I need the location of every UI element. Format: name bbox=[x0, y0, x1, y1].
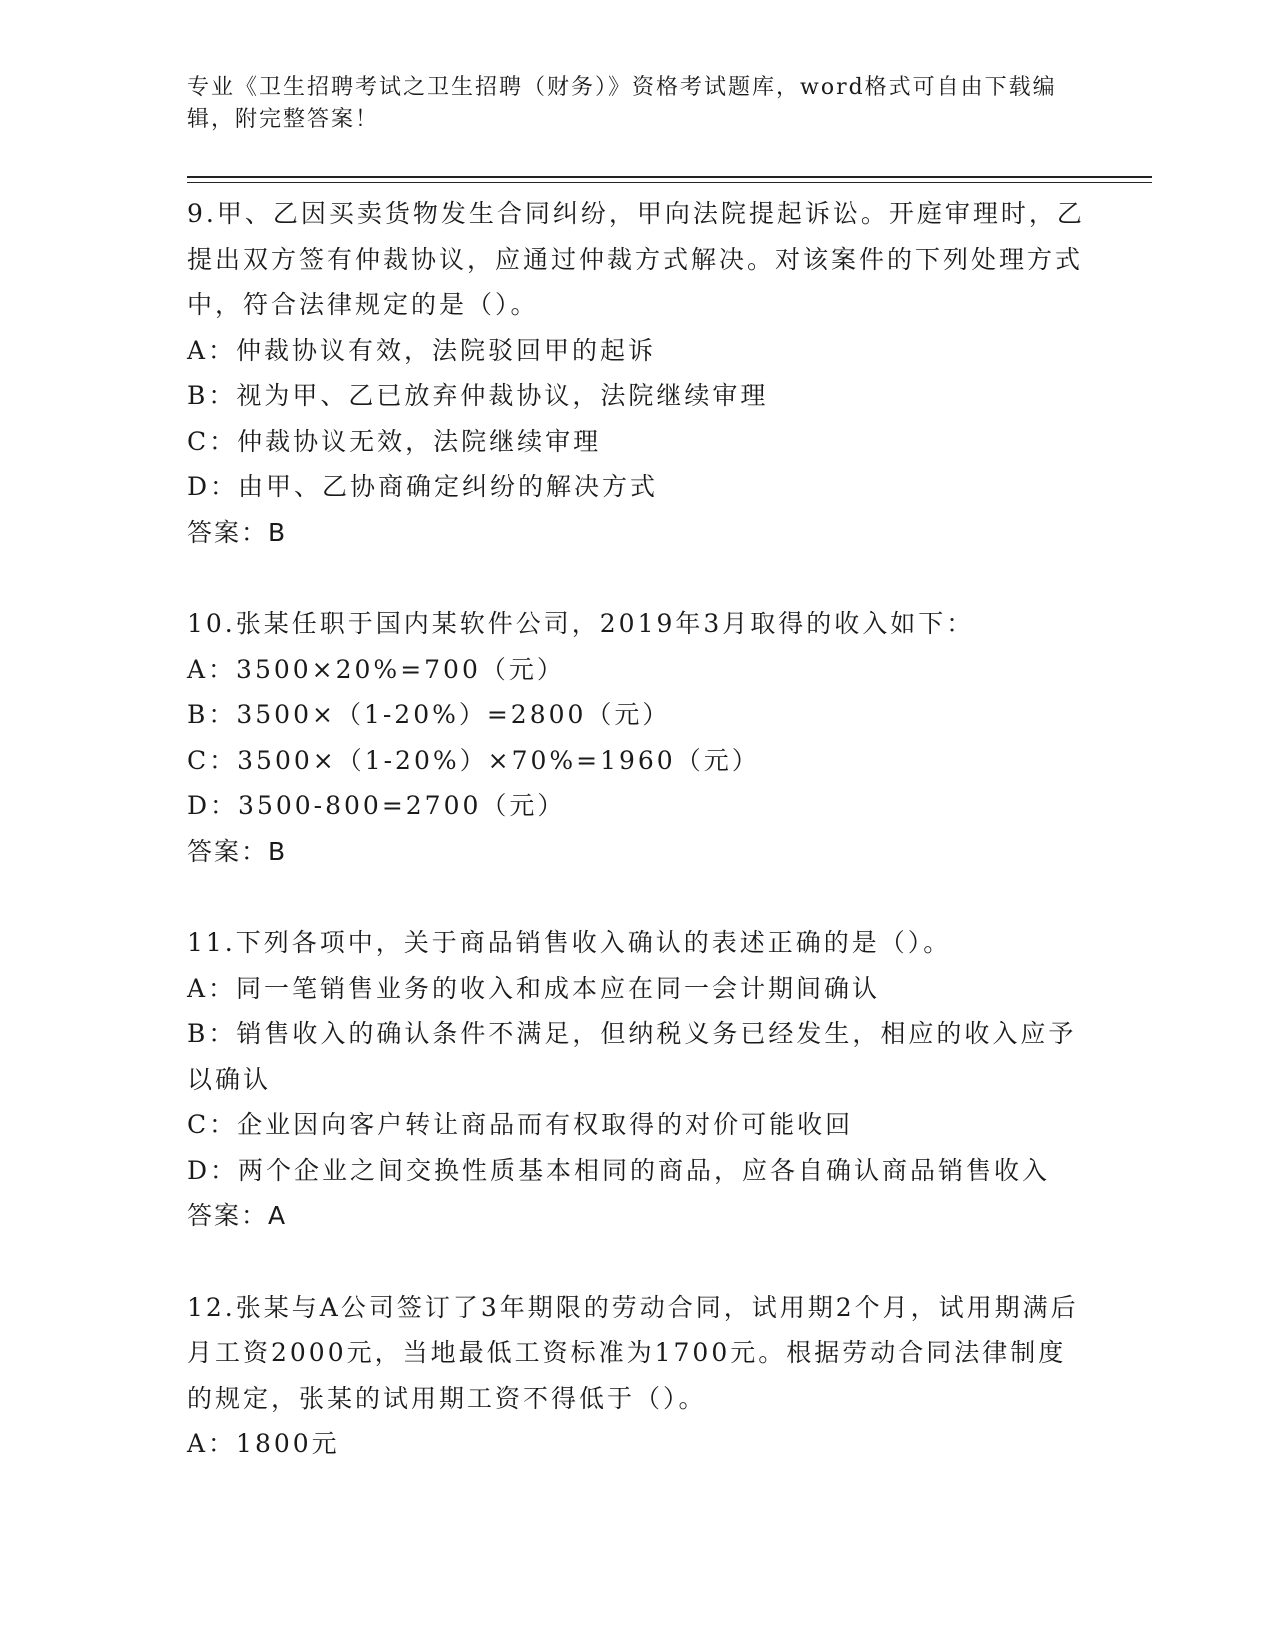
document-header: 专业《卫生招聘考试之卫生招聘（财务）》资格考试题库，word格式可自由下载编辑，附完整答案！ bbox=[187, 75, 1057, 132]
option-b: B：销售收入的确认条件不满足，但纳税义务已经发生，相应的收入应予以确认 bbox=[187, 1019, 1077, 1094]
header-rule-thin bbox=[187, 182, 1152, 183]
question-stem: 11.下列各项中，关于商品销售收入确认的表述正确的是（）。 bbox=[187, 928, 952, 957]
question-9 bbox=[187, 191, 1087, 555]
option-a: A：同一笔销售业务的收入和成本应在同一会计期间确认 bbox=[187, 973, 881, 1003]
question-12 bbox=[187, 1285, 1087, 1467]
option-c: C：3500×（1-20%）×70%=1960（元） bbox=[187, 745, 760, 775]
question-list bbox=[187, 191, 1087, 1513]
option-d: D：由甲、乙协商确定纠纷的解决方式 bbox=[187, 472, 659, 501]
option-a: A：仲裁协议有效，法院驳回甲的起诉 bbox=[187, 335, 657, 365]
option-b: B：3500×（1-20%）=2800（元） bbox=[187, 700, 671, 729]
question-stem: 12.张某与A公司签订了3年期限的劳动合同，试用期2个月，试用期满后月工资2000元，当地最低工资标准为1700元。根据劳动合同法律制度的规定，张某的试用期工资不得低于（）。 bbox=[187, 1292, 1079, 1413]
question-stem: 10.张某任职于国内某软件公司，2019年3月取得的收入如下： bbox=[187, 609, 975, 638]
answer: 答案：B bbox=[187, 836, 288, 866]
answer: 答案：A bbox=[187, 1201, 288, 1230]
option-c: C：仲裁协议无效，法院继续审理 bbox=[187, 426, 602, 456]
option-d: D：两个企业之间交换性质基本相同的商品，应各自确认商品销售收入 bbox=[187, 1155, 1051, 1185]
option-b: B：视为甲、乙已放弃仲裁协议，法院继续审理 bbox=[187, 381, 769, 410]
question-10 bbox=[187, 601, 1087, 874]
header-rule-thick bbox=[187, 176, 1152, 178]
question-stem: 9.甲、乙因买卖货物发生合同纠纷，甲向法院提起诉讼。开庭审理时，乙提出双方签有仲裁协议，应通过仲裁方式解决。对该案件的下列处理方式中，符合法律规定的是（）。 bbox=[187, 199, 1085, 319]
answer: 答案：B bbox=[187, 517, 288, 547]
option-a: A：1800元 bbox=[187, 1429, 340, 1458]
question-11 bbox=[187, 920, 1087, 1239]
option-c: C：企业因向客户转让商品而有权取得的对价可能收回 bbox=[187, 1110, 854, 1139]
option-d: D：3500-800=2700（元） bbox=[187, 791, 566, 820]
option-a: A：3500×20%=700（元） bbox=[187, 654, 565, 684]
